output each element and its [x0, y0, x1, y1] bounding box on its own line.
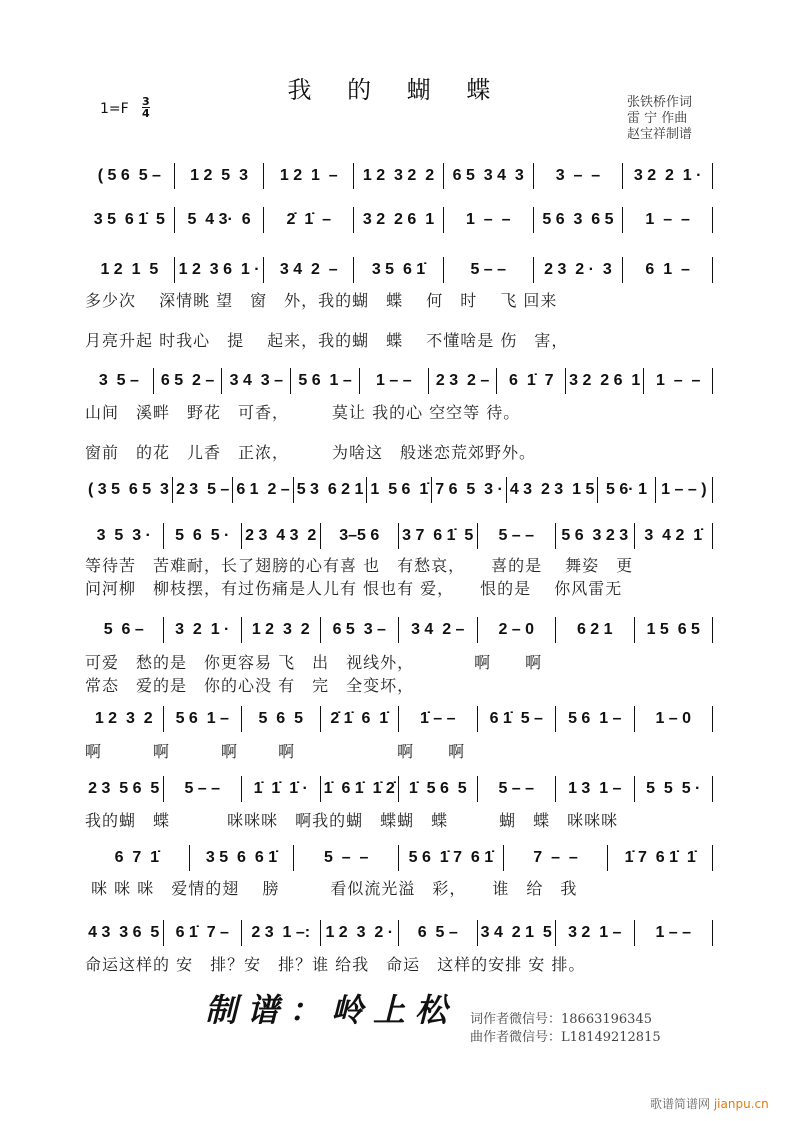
watermark-cn: 歌谱简谱网 [650, 1097, 711, 1111]
measure: 1 – – [635, 920, 714, 946]
measure: 2̇ 1̇ 6 1̇ [321, 706, 400, 732]
measure: 4 3 3 6 5 [85, 920, 164, 946]
measure: 1 – – [623, 207, 713, 233]
measure: 3–5 6 [321, 523, 400, 549]
measure: 3 4 2 – [264, 257, 354, 283]
measure: 6 2 1 [556, 617, 635, 643]
measure: 1 5 6 1̇ [367, 477, 432, 503]
measure: 1 – – [444, 207, 534, 233]
measure: 5 6· 1 [598, 477, 655, 503]
measure: 1 – – [644, 368, 713, 394]
measure: 1 5 6 5 [635, 617, 714, 643]
measure: 5 3 6 2 1 [294, 477, 368, 503]
measure: 5 – – [164, 776, 243, 802]
measure: 5 – – [444, 257, 534, 283]
measure: 6 1̇ 7 [497, 368, 566, 394]
lyric-line: 可爱 愁的是 你更容易 飞 出 视线外， 啊 啊 [85, 653, 543, 672]
measure: 5 6 – [85, 617, 164, 643]
measure: 1 2 5 3 [175, 163, 265, 189]
measure: 1 3 1 – [556, 776, 635, 802]
measure: 6 5 3 – [321, 617, 400, 643]
lyric-line: 问河柳 柳枝摆，有过伤痛是人儿有 恨也有 爱， 恨的是 你风雷无 [85, 579, 623, 598]
measure: 2 3 5 6 5 [85, 776, 164, 802]
measure: 2 3 4 3 2 [242, 523, 321, 549]
measure: 6 1 – [623, 257, 713, 283]
measure: 1̇ 6 1̇ 1̇ 2̇ [321, 776, 400, 802]
arranger: 赵宝祥制谱 [627, 127, 693, 142]
measure: 5 6 1 – [164, 706, 243, 732]
measure: 1 – 0 [635, 706, 714, 732]
credits [627, 95, 692, 143]
measure: 3 5 3 · [85, 523, 164, 549]
lyric-line: 啊 啊 啊 啊 啊 啊 [85, 742, 466, 761]
measure: 6 5 3 4 3 [444, 163, 534, 189]
measure: 3 2 2 1 · [623, 163, 713, 189]
measure: 2 3 2 · 3 [534, 257, 624, 283]
measure: 3 7 6 1̇ 5 [399, 523, 478, 549]
lyric-line: 山间 溪畔 野花 可香， 莫让 我的心 空空等 待。 [85, 403, 521, 422]
key-signature: 1=F [100, 101, 129, 117]
measure: 3 5 6 1̇ 5 [85, 207, 175, 233]
lyricist-contact: 词作者微信号：18663196345 [470, 1012, 652, 1027]
measure: 6 1̇ 5 – [478, 706, 557, 732]
measure: 1 2 3 2 [85, 706, 164, 732]
staff-line [85, 523, 713, 549]
staff-line [85, 920, 713, 946]
measure: 3 4 2 – [399, 617, 478, 643]
lyric-line: 咪 咪 咪 爱情的翅 膀 看似流光溢 彩， 谁 给 我 [85, 879, 578, 898]
measure: 1 2 3 2 · [321, 920, 400, 946]
composer: 雷 宁 作曲 [627, 111, 688, 126]
measure: 3 2 1 · [164, 617, 243, 643]
measure: 3 2 1 – [556, 920, 635, 946]
measure: 6 5 – [399, 920, 478, 946]
measure: 1 2 1 5 [85, 257, 175, 283]
measure: 6 5 2 – [154, 368, 223, 394]
measure: 5 6 3 2 3 [556, 523, 635, 549]
measure: 6 1 2 – [233, 477, 293, 503]
measure: 5 4 3· 6 [175, 207, 265, 233]
measure: 5 – – [478, 523, 557, 549]
staff-line [85, 617, 713, 643]
staff-line [85, 706, 713, 732]
measure: 4 3 2 3 1 5 [507, 477, 599, 503]
measure: 3 5 6 6 1̇ [190, 845, 295, 871]
measure: ( 5 6 5 – [85, 163, 175, 189]
measure: 2 3 2 – [429, 368, 498, 394]
meter-bottom: 4 [142, 107, 150, 120]
lyric-line: 等待苦 苦难耐，长了翅膀的心有喜 也 有愁哀， 喜的是 舞姿 更 [85, 556, 634, 575]
meter-top: 3 [142, 95, 150, 108]
measure: 5 5 5 · [635, 776, 714, 802]
staff-line [85, 207, 713, 233]
measure: 2 – 0 [478, 617, 557, 643]
measure: 1 2 3 6 1 · [175, 257, 265, 283]
lyric-line: 窗前 的花 儿香 正浓， 为啥这 般迷恋荒郊野外。 [85, 443, 537, 462]
measure: 3 2 2 6 1 [566, 368, 644, 394]
watermark [650, 1095, 769, 1112]
measure: 5 – – [478, 776, 557, 802]
measure: 6 1̇ 7 – [164, 920, 243, 946]
measure: 1 2 3 2 2 [354, 163, 444, 189]
lyricist: 张铁桥作词 [627, 95, 693, 110]
measure: 2̇ 1̇ – [264, 207, 354, 233]
measure: 5 – – [294, 845, 399, 871]
measure: 1 – – ) [656, 477, 713, 503]
measure: 2 3 1 –: [242, 920, 321, 946]
measure: 1 2 1 – [264, 163, 354, 189]
lyric-line: 多少次 深情眺 望 窗 外，我的蝴 蝶 何 时 飞 回来 [85, 291, 558, 310]
measure: 5 6 1̇ 7 6 1̇ [399, 845, 504, 871]
measure: 3 4 2 1̇ [635, 523, 714, 549]
measure: 7 6 5 3 · [432, 477, 507, 503]
measure: 5 6 5 · [164, 523, 243, 549]
lyric-line: 月亮升起 时我心 提 起来，我的蝴 蝶 不懂啥是 伤 害， [85, 331, 569, 350]
measure: 1̇ 1̇ 1̇ · [242, 776, 321, 802]
time-signature [142, 96, 150, 119]
measure: 5 6 5 [242, 706, 321, 732]
measure: 7 – – [504, 845, 609, 871]
staff-line [85, 368, 713, 394]
measure: 3 5 6 1̇ [354, 257, 444, 283]
measure: 3 2 2 6 1 [354, 207, 444, 233]
watermark-site: jianpu.cn [713, 1097, 769, 1111]
measure: 3 4 2 1 5 [478, 920, 557, 946]
staff-line [85, 776, 713, 802]
measure: 3 5 – [85, 368, 154, 394]
measure: 1̇ – – [399, 706, 478, 732]
lyric-line: 我的蝴 蝶 咪咪咪 啊我的蝴 蝶蝴 蝶 蝴 蝶 咪咪咪 [85, 811, 619, 830]
measure: 1̇ 5 6 5 [399, 776, 478, 802]
signature: 制谱：岭上松 [205, 991, 458, 1029]
lyric-line: 常态 爱的是 你的心没 有 完 全变坏， [85, 676, 415, 695]
staff-line [85, 845, 713, 871]
measure: 1 – – [360, 368, 429, 394]
staff-line [85, 163, 713, 189]
measure: 2 3 5 – [173, 477, 233, 503]
measure: 5 6 3 6 5 [534, 207, 624, 233]
song-title: 我 的 蝴 蝶 [287, 76, 505, 104]
measure: 6 7 1̇ [85, 845, 190, 871]
staff-line [85, 257, 713, 283]
measure: 5 6 1 – [556, 706, 635, 732]
measure: 3 4 3 – [222, 368, 291, 394]
measure: 5 6 1 – [291, 368, 360, 394]
measure: 1 2 3 2 [242, 617, 321, 643]
measure: ( 3 5 6 5 3 [85, 477, 173, 503]
composer-contact: 曲作者微信号：L18149212815 [470, 1030, 661, 1045]
measure: 1̇ 7 6 1̇ 1̇ [608, 845, 713, 871]
measure: 3 – – [534, 163, 624, 189]
staff-line [85, 477, 713, 503]
lyric-line: 命运这样的 安 排？安 排？谁 给我 命运 这样的安排 安 排。 [85, 955, 586, 974]
